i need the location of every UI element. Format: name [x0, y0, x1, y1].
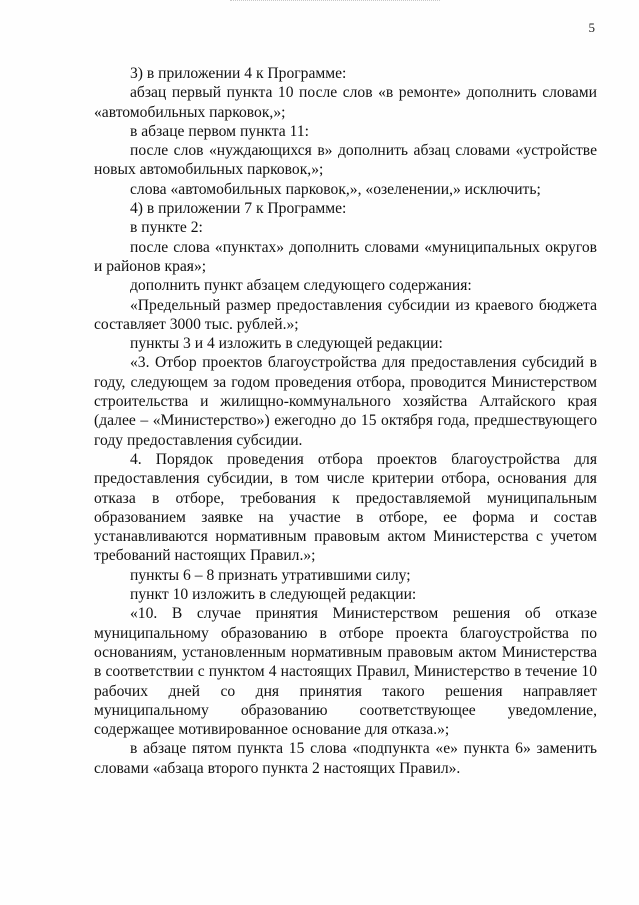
paragraph: в абзаце первом пункта 11: — [130, 122, 309, 140]
page-number: 5 — [588, 20, 595, 35]
paragraph: в пункте 2: — [130, 219, 203, 237]
paragraph: 4) в приложении 7 к Программе: — [130, 200, 347, 218]
paragraph: 4. Порядок проведения отбора проектов благоустройства для предоставления субсидии, в том числе критерии отбора, основания для отказа в отборе, требования к предоставляемой муниципальным образованием заявке на участие в отборе, ее форма и состав устанавливаются нормативным правовым актом Министерства с учетом требований настоящих Правил.»; — [94, 450, 597, 565]
paragraph: слова «автомобильных парковок,», «озеленении,» исключить; — [130, 180, 541, 198]
paragraph: «Предельный размер предоставления субсидии из краевого бюджета составляет 3000 тыс. рублей.»; — [94, 296, 597, 333]
paragraph: в абзаце пятом пункта 15 слова «подпункта «е» пункта 6» заменить словами «абзаца второго пункта 2 настоящих Правил». — [94, 740, 597, 777]
scan-artifact — [230, 0, 440, 4]
paragraph: абзац первый пункта 10 после слов «в ремонте» дополнить словами «автомобильных парковок,»; — [94, 84, 597, 121]
paragraph: пункты 6 – 8 признать утратившими силу; — [130, 566, 411, 584]
paragraph: дополнить пункт абзацем следующего содержания: — [130, 277, 472, 295]
paragraph: пункт 10 изложить в следующей редакции: — [130, 586, 417, 604]
paragraph: «3. Отбор проектов благоустройства для предоставления субсидий в году, следующем за годом проведения отбора, проводится Министерством строительства и жилищно-коммунального хозяйства Алтайского края (далее – «Министерство») ежегодно до 15 октября года, предшествующего году предоставления субсидии. — [94, 354, 597, 449]
paragraph: пункты 3 и 4 изложить в следующей редакции: — [130, 335, 443, 353]
paragraph: после слов «нуждающихся в» дополнить абзац словами «устройстве новых автомобильных парковок,»; — [94, 142, 597, 179]
paragraph: «10. В случае принятия Министерством решения об отказе муниципальному образованию в отборе проекта благоустройства по основаниям, установленным нормативным правовым актом Министерства в соответствии с пунктом 4 настоящих Правил, Министерство в течение 10 рабочих дней со дня принятия такого решения направляет муниципальному образованию соответствующее уведомление, содержащее мотивированное основание для отказа.»; — [94, 605, 597, 739]
paragraph: 3) в приложении 4 к Программе: — [130, 65, 347, 82]
document-body — [94, 64, 597, 778]
paragraph: после слова «пунктах» дополнить словами «муниципальных округов и районов края»; — [94, 238, 597, 275]
